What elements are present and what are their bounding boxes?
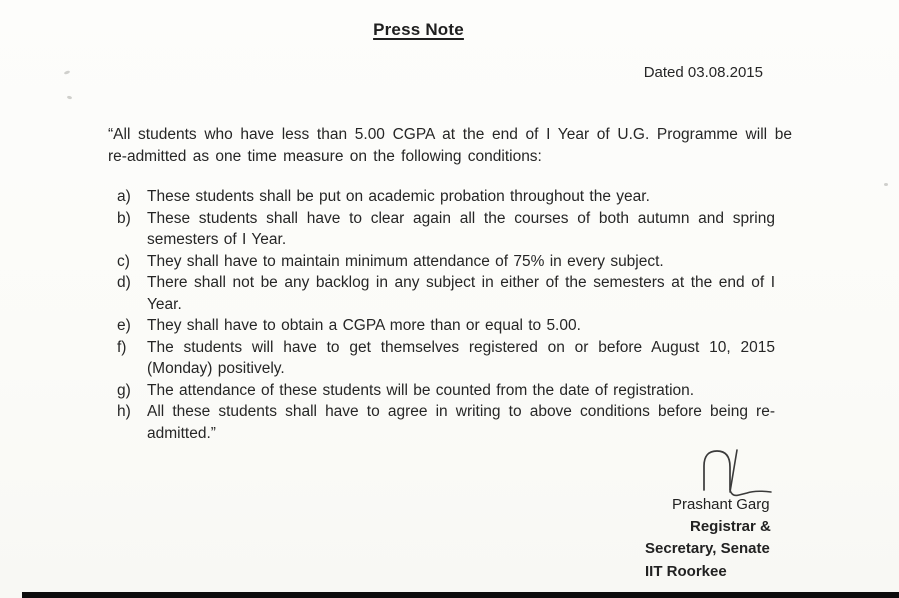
condition-label: e) — [117, 317, 131, 334]
condition-label: a) — [117, 188, 131, 205]
list-item — [117, 315, 775, 337]
condition-text: There shall not be any backlog in any subject in either of the semesters at the end of I Year. — [147, 274, 775, 313]
condition-text: The attendance of these students will be counted from the date of registration. — [147, 381, 695, 399]
scan-edge — [22, 592, 899, 598]
list-item — [117, 251, 775, 273]
condition-text: They shall have to obtain a CGPA more than or equal to 5.00. — [147, 317, 581, 334]
signatory-title-line1: Registrar & — [690, 518, 771, 535]
condition-label: c) — [117, 252, 130, 270]
signatory-title-line2: Secretary, Senate — [645, 540, 770, 557]
page-title — [0, 20, 837, 40]
list-item — [117, 208, 775, 251]
list-item — [117, 337, 775, 380]
scan-artifact — [64, 70, 71, 75]
condition-label: g) — [117, 381, 131, 399]
document-date: Dated 03.08.2015 — [643, 64, 763, 81]
list-item — [117, 272, 775, 315]
conditions-list — [117, 186, 775, 444]
page-title-text: Press Note — [373, 20, 464, 39]
condition-text: These students shall have to clear again all the courses of both autumn and spring semesters of I Year. — [147, 209, 775, 248]
list-item — [117, 380, 775, 402]
list-item — [117, 186, 775, 208]
list-item — [117, 401, 775, 444]
condition-label: d) — [117, 274, 131, 291]
signatory-title-line3: IIT Roorkee — [645, 563, 727, 580]
condition-text: They shall have to maintain minimum attendance of 75% in every subject. — [147, 252, 664, 270]
condition-text: The students will have to get themselves registered on or before August 10, 2015 (Monday) positively. — [147, 338, 775, 377]
scan-artifact — [884, 183, 888, 186]
intro-paragraph: “All students who have less than 5.00 CGPA at the end of I Year of U.G. Programme will be re-admitted as one time measure on the following conditions: — [108, 126, 792, 165]
condition-text: All these students shall have to agree in writing to above conditions before being re-admitted.” — [147, 403, 775, 442]
condition-label: h) — [117, 403, 131, 420]
signature-icon — [695, 446, 775, 500]
signatory-name: Prashant Garg — [672, 496, 770, 513]
condition-label: f) — [117, 338, 127, 356]
condition-text: These students shall be put on academic probation throughout the year. — [147, 188, 650, 205]
condition-label: b) — [117, 209, 131, 227]
scan-artifact — [67, 95, 73, 99]
